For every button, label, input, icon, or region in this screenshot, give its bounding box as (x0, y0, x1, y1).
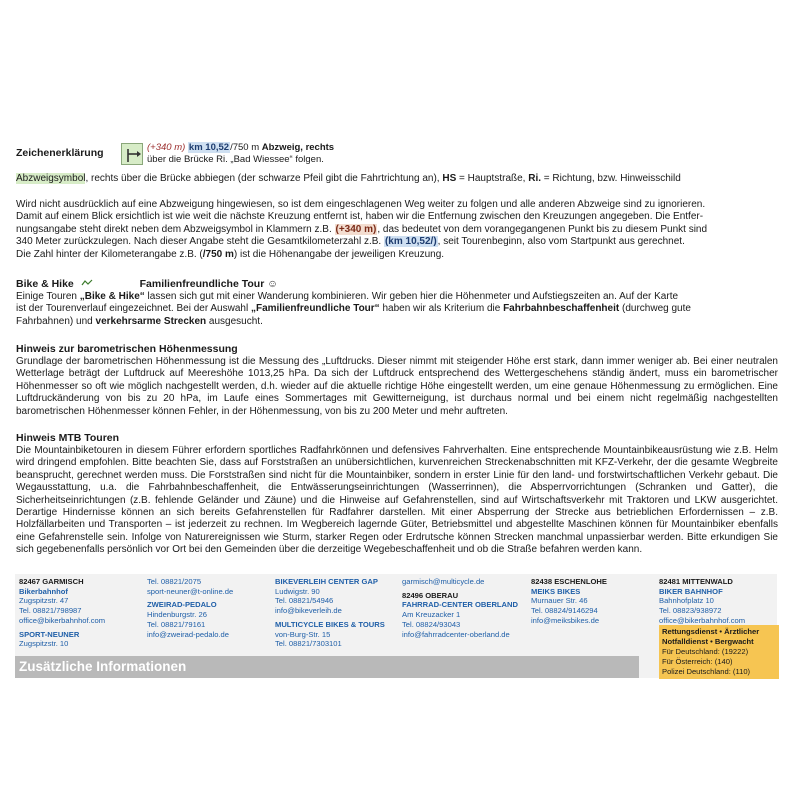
km-example: (km 10,52/) (384, 236, 437, 248)
address-col-mittenwald: 82481 MITTENWALD BIKER BAHNHOF Bahnhofplatz 10 Tel. 08823/938972 office@bikerbahnhof.com (659, 577, 746, 625)
sample-total: /750 m (230, 142, 260, 153)
sample-km: km 10,52 (188, 142, 230, 153)
mtb-heading: Hinweis MTB Touren (16, 432, 120, 444)
emergency-box: Rettungsdienst • Ärztlicher Notfalldienst • Bergwacht Für Deutschland: (19222) Für Österreich: (140) Polizei Deutschland: (110) (659, 625, 779, 679)
sample-altitude-diff: (+340 m) (147, 142, 186, 153)
legend-explanation: Abzweigsymbol, rechts über die Brücke abbiegen (der schwarze Pfeil gibt die Fahrtrichtung an), HS = Hauptstraße, Ri. = Richtung, bzw. Hinweisschild (16, 173, 681, 184)
distance-paragraph: Wird nicht ausdrücklich auf eine Abzweigung hingewiesen, so ist dem eingeschlagenen Weg weiter zu folgen und alle anderen Abzweige sind zu ignorieren. Damit auf einem Blick ersichtlich ist wie weit die nächste Kreuzung entfernt ist, haben wir die Entfernung zwischen den Kreuzungen angegeben. Die Entfer- nungsangabe steht direkt neben dem Abzweigsymbol in Klammern z.B. (+340 m), das bedeutet von dem vorangegangenen Punkt bis zu diesem Punkt sind 340 Meter zurückzulegen. Nach dieser Angabe steht die Gesamtkilometerzahl z.B. (km 10,52/), seit Tourenbeginn, also vom Startpunkt aus gerechnet. Die Zahl hinter der Kilometerangabe z.B. (/750 m) ist die Höhenangabe der jeweiligen Kreuzung. (16, 199, 708, 260)
address-col-2: Tel. 08821/2075 sport-neuner@t-online.de ZWEIRAD-PEDALO Hindenburgstr. 26 Tel. 08821/79161 info@zweirad-pedalo.de (147, 577, 234, 639)
email-link[interactable]: info@meiksbikes.de (531, 615, 600, 625)
bike-hike-paragraph: Einige Touren „Bike & Hike“ lassen sich gut mit einer Wanderung kombinieren. Wir geben hier die Höhenmeter und Aufstiegszeiten an. Auf der Karte ist der Tourenverlauf eingezeichnet. Bei der Auswahl „Familienfreundliche Tour“ haben wir als Kriterium die Fahrbahnbeschaffenheit (durchweg gute Fahrbahnen) und verkehrsarme Strecken ausgesucht. (16, 291, 691, 327)
family-tour-label: Familienfreundliche Tour ☺ (139, 278, 278, 290)
baro-heading: Hinweis zur barometrischen Höhenmessung (16, 343, 238, 355)
email-link[interactable]: info@bikeverleih.de (275, 606, 342, 616)
legend-title: Zeichenerklärung (16, 147, 104, 159)
footer-title: Zusätzliche Informationen (19, 659, 187, 674)
email-link[interactable]: info@fahrradcenter-oberland.de (402, 629, 510, 639)
email-link[interactable]: office@bikerbahnhof.com (659, 615, 746, 625)
address-col-3: BIKEVERLEIH CENTER GAP Ludwigstr. 90 Tel. 08821/54946 info@bikeverleih.de MULTICYCLE BIKES & TOURS von-Burg-Str. 15 Tel. 08821/7303101 (275, 577, 385, 649)
junction-right-icon (121, 143, 143, 165)
address-col-oberau: garmisch@multicycle.de 82496 OBERAU FAHRRAD-CENTER OBERLAND Am Kreuzacker 1 Tel. 08824/93043 info@fahrradcenter-oberland.de (402, 577, 519, 639)
bike-hike-icon (81, 278, 93, 290)
footer-bar (15, 656, 639, 678)
mtb-paragraph: Die Mountainbiketouren in diesem Führer erfordern sportliches Radfahrkönnen und defensives Fahrverhalten. Eine entsprechende Mountainbikeausrüstung wie z.B. Helm wird dringend empfohlen. Bitte beachten Sie, dass auf Forststraßen an unübersichtlichen, kurvenreichen Streckenabschnitten mit KFZ-Verkehr, der die gesamte Wegbreite beansprucht, gerechnet werden muss. Die Forststraßen sind nicht für die Mountainbiker, sondern in erster Linie für den land- und forstwirtschaftlichen Verkehr gebaut. Die Wegausstattung, u.a. die Fahrbahnbeschaffenheit, die Entwässerungseinrichtungen (Wasserrinnen), die Absperrvorrichtungen (Schranken und Gatter), die Sicherheitseinrichtungen (z.B. fehlende Geländer und Zäune) und die Hinweise auf Gefahrenstellen, sind auf Wirtschaftsverkehr mit Traktoren und LKW ausgerichtet. Derartige Hindernisse können an sich bereits Gefahrenstellen für Radfahrer darstellen. Mit einer Absperrung der Strecke aus betrieblichen Erfordernissen – z.B. Holzfällarbeiten und Transporten – ist jederzeit zu rechnen. Im Wegbereich lagernde Güter, Betriebsmittel und abgestellte Maschinen können für Mountainbiker ebenfalls eine Gefahrenstelle sein. Infolge von Naturereignissen wie Sturm, starker Regen oder Erdrutsche können Strecken manchmal unpassierbar werden. Bitte erkundigen Sie sich gegebenenfalls persönlich vor Ort bei den Gemeinden über die derzeitige Wegebeschaffenheit und ob die Straße befahren werden kann. (16, 445, 778, 556)
email-link[interactable]: info@zweirad-pedalo.de (147, 629, 230, 639)
email-link[interactable]: sport-neuner@t-online.de (147, 586, 234, 596)
baro-paragraph: Grundlage der barometrischen Höhenmessung ist die Messung des „Luftdrucks. Dieser nimmt mit steigender Höhe erst stark, dann immer weniger ab. Bei einer neutralen Wetterlage beträgt der Luftdruck auf Meereshöhe 1013,25 hPa. Da sich der Luftdruck entsprechend des Wettergeschehens ständig ändert, muss ein barometrischer Höhenmesser so oft wie möglich nachgestellt werden, d.h. wieder auf die aktuelle richtige Höhe eingestellt werden, um eine genaue Höhenmessung zu ermöglichen. Eine Luftdruckänderung von bis zu 20 hPa, im Laufe eines Sommertages mit Gewitterneigung, ist durchaus normal und bei einem nicht regelmäßig nachgestellten barometrischen Höhenmesser können Fehler, in der Höhenmessung, von bis zu 200 Meter und mehr auftreten. (16, 356, 778, 417)
sample-line2: über die Brücke Ri. „Bad Wiessee“ folgen. (147, 154, 324, 165)
email-link[interactable]: garmisch@multicycle.de (402, 577, 485, 586)
address-col-garmisch: 82467 GARMISCH Bikerbahnhof Zugspitzstr. 47 Tel. 08821/798987 office@bikerbahnhof.com SPORT-NEUNER Zugspitzstr. 10 (19, 577, 106, 649)
email-link[interactable]: office@bikerbahnhof.com (19, 615, 106, 625)
legend-symbol-label: Abzweigsymbol (16, 173, 86, 184)
legend-sample (147, 142, 334, 166)
distance-example: (+340 m) (335, 223, 377, 235)
address-col-eschenlohe: 82438 ESCHENLOHE MEIKS BIKES Murnauer Str. 46 Tel. 08824/9146294 info@meiksbikes.de (531, 577, 607, 625)
sample-direction: Abzweig, rechts (261, 142, 335, 153)
bike-hike-heading: Bike & Hike Familienfreundliche Tour ☺ (16, 278, 278, 290)
